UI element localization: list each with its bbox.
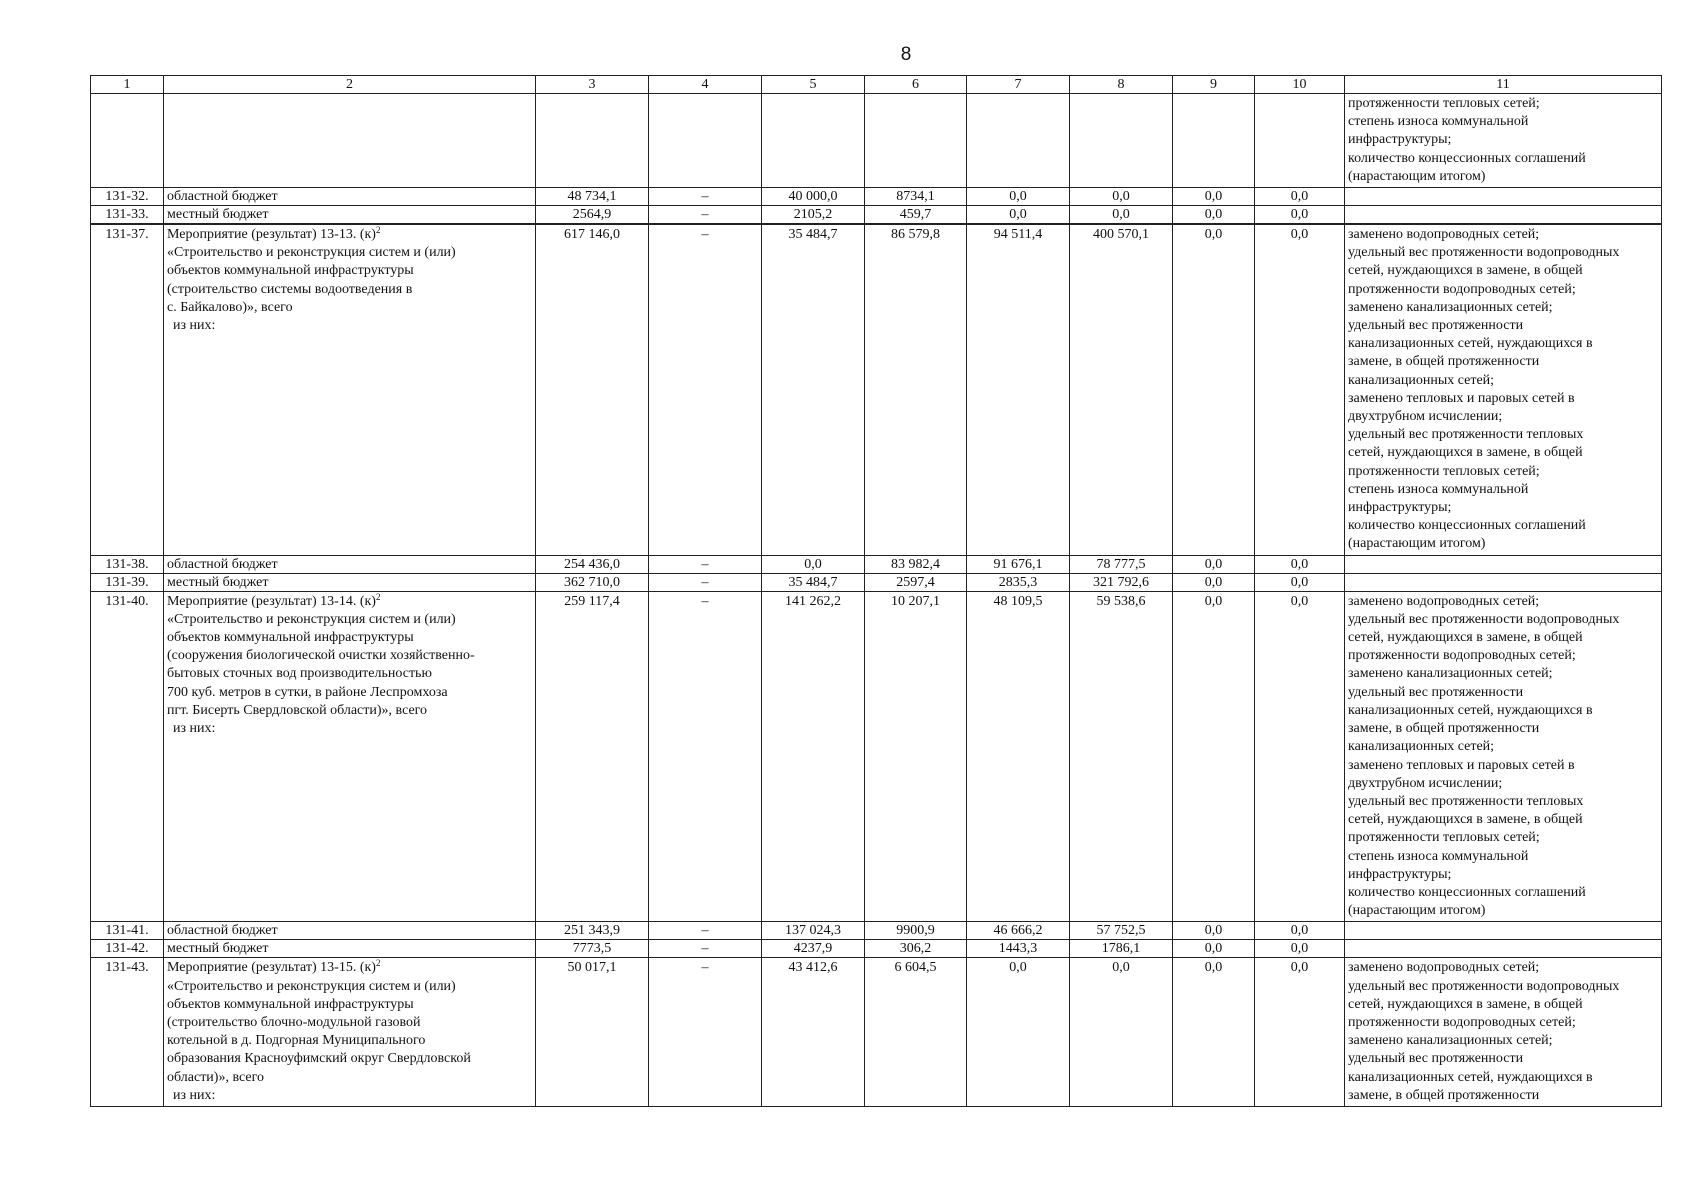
value-cell-col-5: 0,0	[762, 555, 865, 573]
column-number: 8	[1070, 76, 1173, 94]
table-row	[91, 188, 1662, 206]
activity-title-text: Мероприятие (результат) 13-13. (к)	[167, 227, 376, 243]
indicator-line: степень износа коммунальной	[1348, 848, 1529, 864]
indicator-line: протяженности тепловых сетей;	[1348, 463, 1540, 479]
column-number: 11	[1345, 76, 1662, 94]
value-cell-col-9: 0,0	[1173, 940, 1255, 958]
column-number: 7	[967, 76, 1070, 94]
value-cell-col-5	[762, 94, 865, 188]
description-line: области)», всего	[167, 1069, 264, 1085]
column-number: 9	[1173, 76, 1255, 94]
value-cell-col-9: 0,0	[1173, 958, 1255, 1107]
row-number: 131-42.	[91, 940, 164, 958]
table-row	[91, 224, 1662, 555]
indicator-line: (нарастающим итогом)	[1348, 536, 1486, 552]
indicator-line: степень износа коммунальной	[1348, 114, 1529, 130]
row-number: 131-41.	[91, 922, 164, 940]
value-cell-col-7: 94 511,4	[967, 224, 1070, 555]
indicator-line: заменено тепловых и паровых сетей в	[1348, 390, 1575, 406]
description-line: объектов коммунальной инфраструктуры	[167, 263, 414, 279]
indicator-line: канализационных сетей;	[1348, 372, 1495, 388]
value-cell-col-3: 617 146,0	[536, 224, 649, 555]
description-line: (строительство системы водоотведения в	[167, 281, 413, 297]
value-cell-col-5: 137 024,3	[762, 922, 865, 940]
value-cell-col-3: 254 436,0	[536, 555, 649, 573]
indicator-line: протяженности водопроводных сетей;	[1348, 281, 1576, 297]
value-cell-col-8: 59 538,6	[1070, 591, 1173, 922]
value-cell-col-4: –	[649, 591, 762, 922]
value-cell-col-4: –	[649, 188, 762, 206]
description-line: «Строительство и реконструкция систем и (или)	[167, 245, 456, 261]
value-cell-col-8: 57 752,5	[1070, 922, 1173, 940]
value-cell-col-8: 1786,1	[1070, 940, 1173, 958]
indicators-cell	[1345, 958, 1662, 1107]
value-cell-col-7: 91 676,1	[967, 555, 1070, 573]
value-cell-col-4: –	[649, 224, 762, 555]
value-cell-col-4: –	[649, 958, 762, 1107]
row-number: 131-38.	[91, 555, 164, 573]
description-line: местный бюджет	[167, 574, 269, 590]
indicators-cell	[1345, 188, 1662, 206]
value-cell-col-9: 0,0	[1173, 922, 1255, 940]
indicator-line: инфраструктуры;	[1348, 866, 1452, 882]
value-cell-col-3: 48 734,1	[536, 188, 649, 206]
description-line: пгт. Бисерть Свердловской области)», всего	[167, 702, 428, 718]
row-description	[164, 591, 536, 922]
indicator-line: сетей, нуждающихся в замене, в общей	[1348, 630, 1583, 646]
indicator-line: протяженности водопроводных сетей;	[1348, 1014, 1576, 1030]
value-cell-col-6: 6 604,5	[865, 958, 967, 1107]
value-cell-col-5: 40 000,0	[762, 188, 865, 206]
value-cell-col-6: 9900,9	[865, 922, 967, 940]
row-number: 131-37.	[91, 224, 164, 555]
description-line: (строительство блочно-модульной газовой	[167, 1014, 421, 1030]
indicators-cell	[1345, 555, 1662, 573]
table-row	[91, 940, 1662, 958]
value-cell-col-10: 0,0	[1255, 555, 1345, 573]
row-number: 131-43.	[91, 958, 164, 1107]
indicator-line: (нарастающим итогом)	[1348, 903, 1486, 919]
row-description	[164, 555, 536, 573]
value-cell-col-10: 0,0	[1255, 958, 1345, 1107]
table-row	[91, 573, 1662, 591]
row-description	[164, 573, 536, 591]
value-cell-col-4: –	[649, 922, 762, 940]
value-cell-col-5: 35 484,7	[762, 224, 865, 555]
value-cell-col-6	[865, 94, 967, 188]
description-line: местный бюджет	[167, 941, 269, 957]
value-cell-col-5: 43 412,6	[762, 958, 865, 1107]
indicator-line: удельный вес протяженности водопроводных	[1348, 245, 1620, 261]
budget-table	[90, 75, 1662, 1107]
value-cell-col-10: 0,0	[1255, 206, 1345, 225]
value-cell-col-7: 46 666,2	[967, 922, 1070, 940]
description-line: (сооружения биологической очистки хозяйственно-	[167, 648, 475, 664]
indicator-line: удельный вес протяженности	[1348, 318, 1524, 334]
column-number: 5	[762, 76, 865, 94]
indicator-line: инфраструктуры;	[1348, 500, 1452, 516]
value-cell-col-7: 0,0	[967, 958, 1070, 1107]
column-number: 10	[1255, 76, 1345, 94]
value-cell-col-6: 2597,4	[865, 573, 967, 591]
indicator-line: канализационных сетей, нуждающихся в	[1348, 702, 1593, 718]
value-cell-col-6: 86 579,8	[865, 224, 967, 555]
column-number: 3	[536, 76, 649, 94]
row-description	[164, 940, 536, 958]
indicator-line: заменено водопроводных сетей;	[1348, 593, 1540, 609]
value-cell-col-9: 0,0	[1173, 573, 1255, 591]
value-cell-col-9: 0,0	[1173, 591, 1255, 922]
table-row	[91, 922, 1662, 940]
description-line: местный бюджет	[167, 207, 269, 223]
table-row	[91, 958, 1662, 1107]
indicator-line: протяженности водопроводных сетей;	[1348, 648, 1576, 664]
row-description	[164, 958, 536, 1107]
column-number-row	[91, 76, 1662, 94]
value-cell-col-5: 141 262,2	[762, 591, 865, 922]
table-row	[91, 206, 1662, 225]
value-cell-col-9: 0,0	[1173, 206, 1255, 225]
indicators-cell	[1345, 573, 1662, 591]
value-cell-col-4: –	[649, 206, 762, 225]
value-cell-col-4	[649, 94, 762, 188]
indicators-cell	[1345, 922, 1662, 940]
value-cell-col-8	[1070, 94, 1173, 188]
value-cell-col-10: 0,0	[1255, 573, 1345, 591]
value-cell-col-8: 0,0	[1070, 188, 1173, 206]
indicator-line: канализационных сетей, нуждающихся в	[1348, 1069, 1593, 1085]
indicators-cell	[1345, 940, 1662, 958]
value-cell-col-8: 321 792,6	[1070, 573, 1173, 591]
row-description	[164, 94, 536, 188]
column-number: 1	[91, 76, 164, 94]
indicator-line: канализационных сетей;	[1348, 739, 1495, 755]
value-cell-col-7: 1443,3	[967, 940, 1070, 958]
activity-title	[167, 593, 532, 611]
value-cell-col-8: 0,0	[1070, 958, 1173, 1107]
row-description	[164, 224, 536, 555]
description-line: бытовых сточных вод производительностью	[167, 666, 432, 682]
row-number: 131-40.	[91, 591, 164, 922]
indicator-line: количество концессионных соглашений	[1348, 150, 1586, 166]
description-line: из них:	[173, 318, 216, 334]
column-number: 4	[649, 76, 762, 94]
activity-title	[167, 226, 532, 244]
description-line: с. Байкалово)», всего	[167, 299, 293, 315]
value-cell-col-5: 35 484,7	[762, 573, 865, 591]
value-cell-col-10: 0,0	[1255, 940, 1345, 958]
value-cell-col-9	[1173, 94, 1255, 188]
column-number: 6	[865, 76, 967, 94]
description-line: областной бюджет	[167, 923, 278, 939]
indicator-line: удельный вес протяженности тепловых	[1348, 427, 1584, 443]
value-cell-col-3: 251 343,9	[536, 922, 649, 940]
indicator-line: (нарастающим итогом)	[1348, 168, 1486, 184]
indicator-line: количество концессионных соглашений	[1348, 518, 1586, 534]
value-cell-col-5: 4237,9	[762, 940, 865, 958]
value-cell-col-5: 2105,2	[762, 206, 865, 225]
value-cell-col-4: –	[649, 940, 762, 958]
value-cell-col-7: 0,0	[967, 188, 1070, 206]
row-number: 131-33.	[91, 206, 164, 225]
column-number: 2	[164, 76, 536, 94]
row-number: 131-39.	[91, 573, 164, 591]
row-description	[164, 188, 536, 206]
indicators-cell	[1345, 224, 1662, 555]
value-cell-col-10: 0,0	[1255, 591, 1345, 922]
footnote-mark: 2	[375, 958, 381, 969]
value-cell-col-4: –	[649, 573, 762, 591]
value-cell-col-10: 0,0	[1255, 188, 1345, 206]
indicator-line: замене, в общей протяженности	[1348, 721, 1540, 737]
value-cell-col-10: 0,0	[1255, 922, 1345, 940]
indicator-line: двухтрубном исчислении;	[1348, 775, 1503, 791]
indicator-line: удельный вес протяженности водопроводных	[1348, 978, 1620, 994]
value-cell-col-10: 0,0	[1255, 224, 1345, 555]
value-cell-col-7	[967, 94, 1070, 188]
indicator-line: удельный вес протяженности	[1348, 1051, 1524, 1067]
activity-title-text: Мероприятие (результат) 13-15. (к)	[167, 960, 376, 976]
page-number: 8	[900, 44, 912, 65]
footnote-mark: 2	[375, 225, 381, 236]
indicator-line: протяженности тепловых сетей;	[1348, 830, 1540, 846]
description-line: образования Красноуфимский округ Свердловской	[167, 1051, 471, 1067]
indicator-line: заменено тепловых и паровых сетей в	[1348, 757, 1575, 773]
indicator-line: заменено канализационных сетей;	[1348, 299, 1553, 315]
table-row	[91, 555, 1662, 573]
value-cell-col-6: 10 207,1	[865, 591, 967, 922]
indicator-line: сетей, нуждающихся в замене, в общей	[1348, 445, 1583, 461]
footnote-mark: 2	[375, 591, 381, 602]
value-cell-col-4: –	[649, 555, 762, 573]
value-cell-col-3	[536, 94, 649, 188]
value-cell-col-7: 2835,3	[967, 573, 1070, 591]
indicator-line: сетей, нуждающихся в замене, в общей	[1348, 263, 1583, 279]
value-cell-col-3: 362 710,0	[536, 573, 649, 591]
activity-title	[167, 959, 532, 977]
indicator-line: замене, в общей протяженности	[1348, 1087, 1540, 1103]
description-line: 700 куб. метров в сутки, в районе Леспромхоза	[167, 684, 448, 700]
value-cell-col-9: 0,0	[1173, 224, 1255, 555]
indicator-line: удельный вес протяженности водопроводных	[1348, 611, 1620, 627]
indicator-line: инфраструктуры;	[1348, 132, 1452, 148]
indicator-line: сетей, нуждающихся в замене, в общей	[1348, 812, 1583, 828]
description-line: «Строительство и реконструкция систем и (или)	[167, 611, 456, 627]
indicator-line: удельный вес протяженности тепловых	[1348, 793, 1584, 809]
table-row	[91, 591, 1662, 922]
indicator-line: заменено канализационных сетей;	[1348, 666, 1553, 682]
value-cell-col-3: 50 017,1	[536, 958, 649, 1107]
value-cell-col-7: 48 109,5	[967, 591, 1070, 922]
description-line: «Строительство и реконструкция систем и (или)	[167, 978, 456, 994]
value-cell-col-8: 0,0	[1070, 206, 1173, 225]
indicator-line: сетей, нуждающихся в замене, в общей	[1348, 996, 1583, 1012]
indicator-line: удельный вес протяженности	[1348, 684, 1524, 700]
indicator-line: протяженности тепловых сетей;	[1348, 96, 1540, 111]
value-cell-col-6: 306,2	[865, 940, 967, 958]
indicator-line: заменено канализационных сетей;	[1348, 1033, 1553, 1049]
value-cell-col-10	[1255, 94, 1345, 188]
value-cell-col-9: 0,0	[1173, 188, 1255, 206]
indicator-line: замене, в общей протяженности	[1348, 354, 1540, 370]
value-cell-col-8: 400 570,1	[1070, 224, 1173, 555]
indicators-cell	[1345, 206, 1662, 225]
value-cell-col-3: 2564,9	[536, 206, 649, 225]
indicators-cell	[1345, 94, 1662, 188]
indicator-line: количество концессионных соглашений	[1348, 884, 1586, 900]
description-line: объектов коммунальной инфраструктуры	[167, 630, 414, 646]
indicator-line: степень износа коммунальной	[1348, 481, 1529, 497]
value-cell-col-6: 83 982,4	[865, 555, 967, 573]
indicator-line: заменено водопроводных сетей;	[1348, 227, 1540, 243]
value-cell-col-3: 7773,5	[536, 940, 649, 958]
description-line: областной бюджет	[167, 556, 278, 572]
indicator-line: двухтрубном исчислении;	[1348, 409, 1503, 425]
table-row	[91, 94, 1662, 188]
indicators-cell	[1345, 591, 1662, 922]
row-description	[164, 206, 536, 225]
value-cell-col-3: 259 117,4	[536, 591, 649, 922]
value-cell-col-6: 8734,1	[865, 188, 967, 206]
activity-title-text: Мероприятие (результат) 13-14. (к)	[167, 593, 376, 609]
row-number: 131-32.	[91, 188, 164, 206]
description-line: объектов коммунальной инфраструктуры	[167, 996, 414, 1012]
row-number	[91, 94, 164, 188]
description-line: из них:	[173, 1087, 216, 1103]
value-cell-col-7: 0,0	[967, 206, 1070, 225]
value-cell-col-6: 459,7	[865, 206, 967, 225]
indicator-line: заменено водопроводных сетей;	[1348, 960, 1540, 976]
description-line: котельной в д. Подгорная Муниципального	[167, 1033, 426, 1049]
row-description	[164, 922, 536, 940]
description-line: из них:	[173, 721, 216, 737]
value-cell-col-9: 0,0	[1173, 555, 1255, 573]
indicator-line: канализационных сетей, нуждающихся в	[1348, 336, 1593, 352]
description-line: областной бюджет	[167, 189, 278, 205]
value-cell-col-8: 78 777,5	[1070, 555, 1173, 573]
